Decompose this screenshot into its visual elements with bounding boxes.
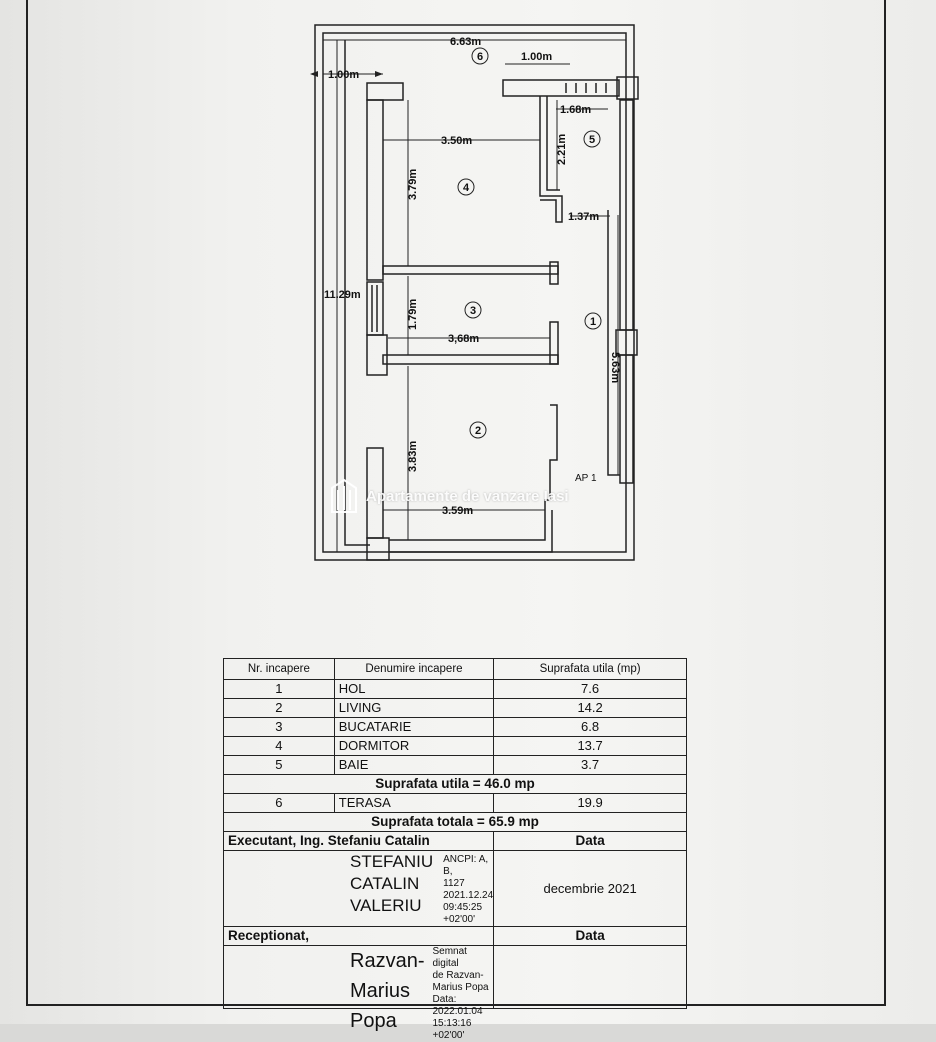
executant-data-label: Data xyxy=(494,832,687,851)
wall-kitchen-living-end xyxy=(550,322,558,364)
pillar-left-bottom xyxy=(367,538,389,560)
signature-detail-line: ANCPI: A, B, xyxy=(443,854,489,877)
table-row xyxy=(224,699,687,718)
executant-date: decembrie 2021 xyxy=(494,851,687,927)
row-nr: 4 xyxy=(224,737,335,756)
receptionat-label: Receptionat, xyxy=(224,927,494,946)
room-number-5: 5 xyxy=(589,134,596,146)
signature-name-line: CATALIN xyxy=(350,874,420,893)
row-area: 19.9 xyxy=(494,794,687,813)
dim-hall-length: 5.63m xyxy=(609,352,621,384)
room-number-4: 4 xyxy=(463,182,470,194)
executant-label: Executant, Ing. Stefaniu Catalin xyxy=(224,832,494,851)
receptionat-signature-row xyxy=(224,946,687,1009)
signature-detail-line: de Razvan- xyxy=(432,970,484,981)
table-row xyxy=(224,794,687,813)
header-nr: Nr. incapere xyxy=(224,659,335,680)
row-nr: 3 xyxy=(224,718,335,737)
dim-bath-width: 1.68m xyxy=(560,104,592,116)
dim-left-offset: 1.00m xyxy=(328,69,360,81)
receptionat-signature-detail xyxy=(424,946,493,1041)
room-number-1: 1 xyxy=(590,316,597,328)
row-area: 6.8 xyxy=(494,718,687,737)
dim-total-width: 6.63m xyxy=(450,36,482,48)
subtotal-text: Suprafata utila = 46.0 mp xyxy=(224,775,687,794)
building-icon xyxy=(330,478,358,514)
signature-detail-line: 15:13:16 +02'00' xyxy=(432,1018,472,1041)
header-name: Denumire incapere xyxy=(334,659,493,680)
dim-living-depth: 3.83m xyxy=(407,440,419,472)
dim-bath-depth: 2.21m xyxy=(556,133,568,165)
room-number-3: 3 xyxy=(470,305,477,317)
signature-detail-line: 09:45:25 +02'00' xyxy=(443,902,483,925)
receptionat-signature-name xyxy=(350,946,425,1032)
pillar-top-right xyxy=(617,77,638,99)
row-area: 14.2 xyxy=(494,699,687,718)
table-header-row xyxy=(224,659,687,680)
executant-signature-cell xyxy=(224,851,494,927)
total-row xyxy=(224,813,687,832)
wall-kitchen-living xyxy=(383,355,558,364)
wall-bedroom-kitchen xyxy=(383,266,558,274)
executant-header-row xyxy=(224,832,687,851)
watermark-text: Apartamente de vanzare Iasi xyxy=(366,487,569,505)
signature-detail-line: Marius Popa xyxy=(432,982,489,993)
signature-name-line: Razvan- xyxy=(350,950,425,972)
dim-total-length: 11.29m xyxy=(324,289,361,301)
apartment-label: AP 1 xyxy=(575,473,597,484)
receptionat-date xyxy=(494,946,687,1009)
row-name: TERASA xyxy=(334,794,493,813)
signature-name-line: Marius xyxy=(350,980,411,1002)
row-name: BAIE xyxy=(334,756,493,775)
table-row xyxy=(224,718,687,737)
row-name: LIVING xyxy=(334,699,493,718)
watermark xyxy=(330,478,569,514)
row-nr: 1 xyxy=(224,680,335,699)
signature-name-line: Popa xyxy=(350,1010,397,1032)
row-area: 3.7 xyxy=(494,756,687,775)
receptionat-data-label: Data xyxy=(494,927,687,946)
signature-detail-line: 1127 xyxy=(443,878,465,889)
table-row xyxy=(224,756,687,775)
executant-signature-detail xyxy=(433,851,493,926)
row-name: DORMITOR xyxy=(334,737,493,756)
row-nr: 2 xyxy=(224,699,335,718)
dim-right-offset: 1.00m xyxy=(521,51,553,63)
wall-left-window xyxy=(367,282,383,335)
signature-detail-line: Data: 2022.01.04 xyxy=(432,994,483,1017)
room-number-6: 6 xyxy=(477,51,484,63)
executant-signature-name xyxy=(350,851,433,926)
executant-signature-row xyxy=(224,851,687,927)
total-text: Suprafata totala = 65.9 mp xyxy=(224,813,687,832)
dim-bedroom-width: 3.50m xyxy=(441,135,473,147)
table-row xyxy=(224,680,687,699)
row-area: 13.7 xyxy=(494,737,687,756)
signature-name-line: VALERIU xyxy=(350,896,422,915)
row-nr: 5 xyxy=(224,756,335,775)
room-number-2: 2 xyxy=(475,425,482,437)
dim-kitchen-depth: 1.79m xyxy=(407,298,419,330)
row-name: BUCATARIE xyxy=(334,718,493,737)
dim-living-width: 3.59m xyxy=(442,505,474,517)
dim-kitchen-width: 3,68m xyxy=(448,333,480,345)
receptionat-header-row xyxy=(224,927,687,946)
table-row xyxy=(224,737,687,756)
wall-top-right xyxy=(503,80,619,96)
receptionat-signature-cell xyxy=(224,946,494,1041)
row-nr: 6 xyxy=(224,794,335,813)
dim-bedroom-depth: 3.79m xyxy=(407,168,419,200)
areas-table xyxy=(223,658,687,1041)
signature-name-line: STEFANIU xyxy=(350,852,434,871)
signature-detail-line: 2021.12.24 xyxy=(443,890,494,901)
row-name: HOL xyxy=(334,680,493,699)
header-area: Suprafata utila (mp) xyxy=(494,659,687,680)
subtotal-row xyxy=(224,775,687,794)
signature-detail-line: Semnat digital xyxy=(432,946,467,969)
dim-bath-door: 1.37m xyxy=(568,211,600,223)
wall-left-upper xyxy=(367,100,383,280)
row-area: 7.6 xyxy=(494,680,687,699)
wall-top-left xyxy=(367,83,403,100)
